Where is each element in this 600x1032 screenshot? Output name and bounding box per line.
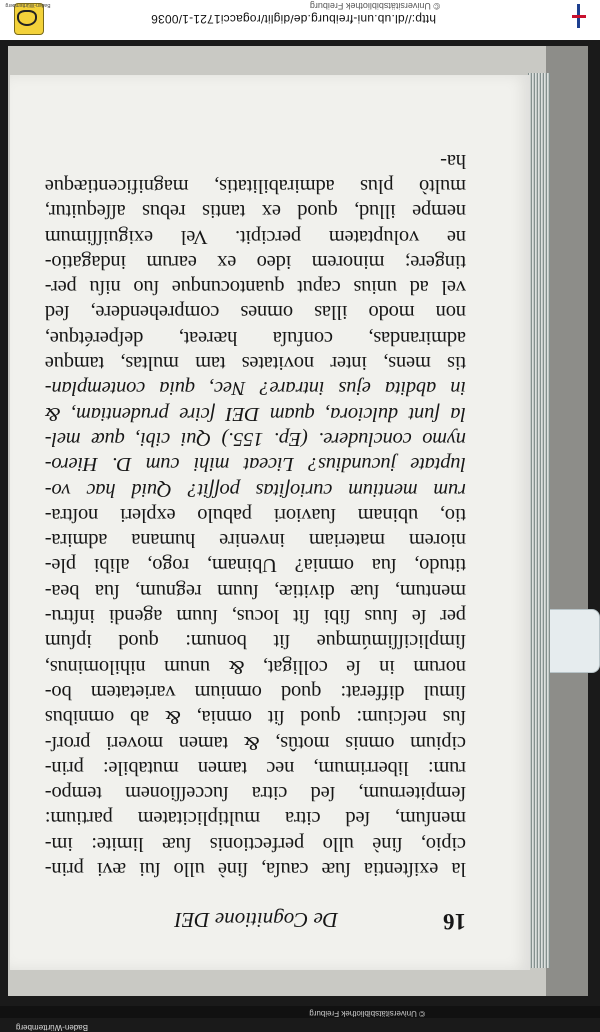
- page-body-text: [45, 147, 466, 881]
- text-line: ſimul differat: quod omnium varietatem bo-: [45, 680, 466, 703]
- text-line: nymo concludere. (Ep. 155.) Qui cibi, quæ mel-: [45, 427, 466, 450]
- text-line: non modo illas omnes comprehendere, ſed: [45, 301, 466, 324]
- permalink-url[interactable]: http://dl.ub.uni-freiburg.de/diglit/rogacci1721-1/0036: [151, 12, 436, 26]
- text-line: rum: liberrimum, nec tamen mutabile: prin-: [45, 756, 466, 779]
- text-line: nempe illud, quod ex tantis rebus aſſequitur,: [45, 200, 466, 223]
- logo-caption: Baden-Württemberg: [5, 2, 51, 8]
- text-line: luptate jucundius? Liceat mihi cum D. Hiero-: [45, 453, 466, 476]
- text-line: ne voluptatem percipit. Vel exiguiſſimum: [45, 225, 466, 248]
- running-head: [0, 904, 600, 934]
- text-line: ſimpliciſſimúmque ſit bonum: quod ipſum: [45, 630, 466, 653]
- text-line: la exiſtentia ſuæ cauſa, ſinè ullo ſui ævi prin-: [45, 858, 466, 880]
- text-line: per ſe ſuus ſibi ſit locus, ſuum agendi inſtru-: [45, 605, 466, 628]
- text-line: niorem materiam invenire humana admira-: [45, 529, 466, 552]
- text-line: ſempiternum, ſed citra ſucceſſionem tempo-: [45, 782, 466, 805]
- viewer-footer-bar: [0, 1006, 600, 1018]
- running-head-title: De Cognitione DEI: [174, 908, 338, 932]
- text-line: cipium omnis motûs, & tamen moveri prorſ-: [45, 731, 466, 754]
- text-line: ha-: [440, 149, 466, 172]
- text-line: tingere; minorem ideo ex earum indagatio-: [45, 250, 466, 273]
- footer-copyright: © Universitätsbibliothek Freiburg: [309, 1009, 425, 1018]
- text-line: ſus neſcium: quod ſit omnia, & ab omnibus: [45, 706, 466, 729]
- text-line: menſum, ſed citra multiplicitatem partium:: [45, 807, 466, 830]
- text-line: mentum, ſuæ divitiæ, ſuum regnum, ſua bea-: [45, 579, 466, 602]
- text-line: tio, ubinam ſuaviori pabulo expleri noſtra-: [45, 503, 466, 526]
- text-line: multò plus admirabilitatis, magnificentiæque: [45, 174, 466, 197]
- text-line: la ſunt dulciora, quam DEI ſcire prudentiam, &: [45, 402, 466, 425]
- text-line: in abdita ejus intrare? Nec, quia contemplan-: [45, 377, 466, 400]
- text-line: vel ad unius caput quantocunque ſuo niſu per-: [45, 276, 466, 299]
- footer-region-label: Baden-Württemberg: [15, 1023, 88, 1032]
- text-line: cipio, ſinè ullo perfectionis ſuæ limite: im-: [45, 832, 466, 855]
- header-copyright: © Universitätsbibliothek Freiburg: [309, 1, 440, 11]
- text-line: rum mentium curioſitas poſſit? Quid hac vo-: [45, 478, 466, 501]
- page-edges: [528, 73, 550, 968]
- text-line: titudo, ſua omnia? Ubinam, rogo, alibi ple-: [45, 554, 466, 577]
- text-line: norum in ſe colligat, & unum nihilominus,: [45, 655, 466, 678]
- book-spine-shadow: [546, 46, 588, 996]
- page-number: 16: [443, 909, 466, 934]
- dfg-logo-icon: [572, 4, 586, 28]
- text-line: admirandas, confuſa hæreat, deſperétque,: [45, 326, 466, 349]
- text-line: tis mens, inter novitates tam multas, tamque: [45, 352, 466, 375]
